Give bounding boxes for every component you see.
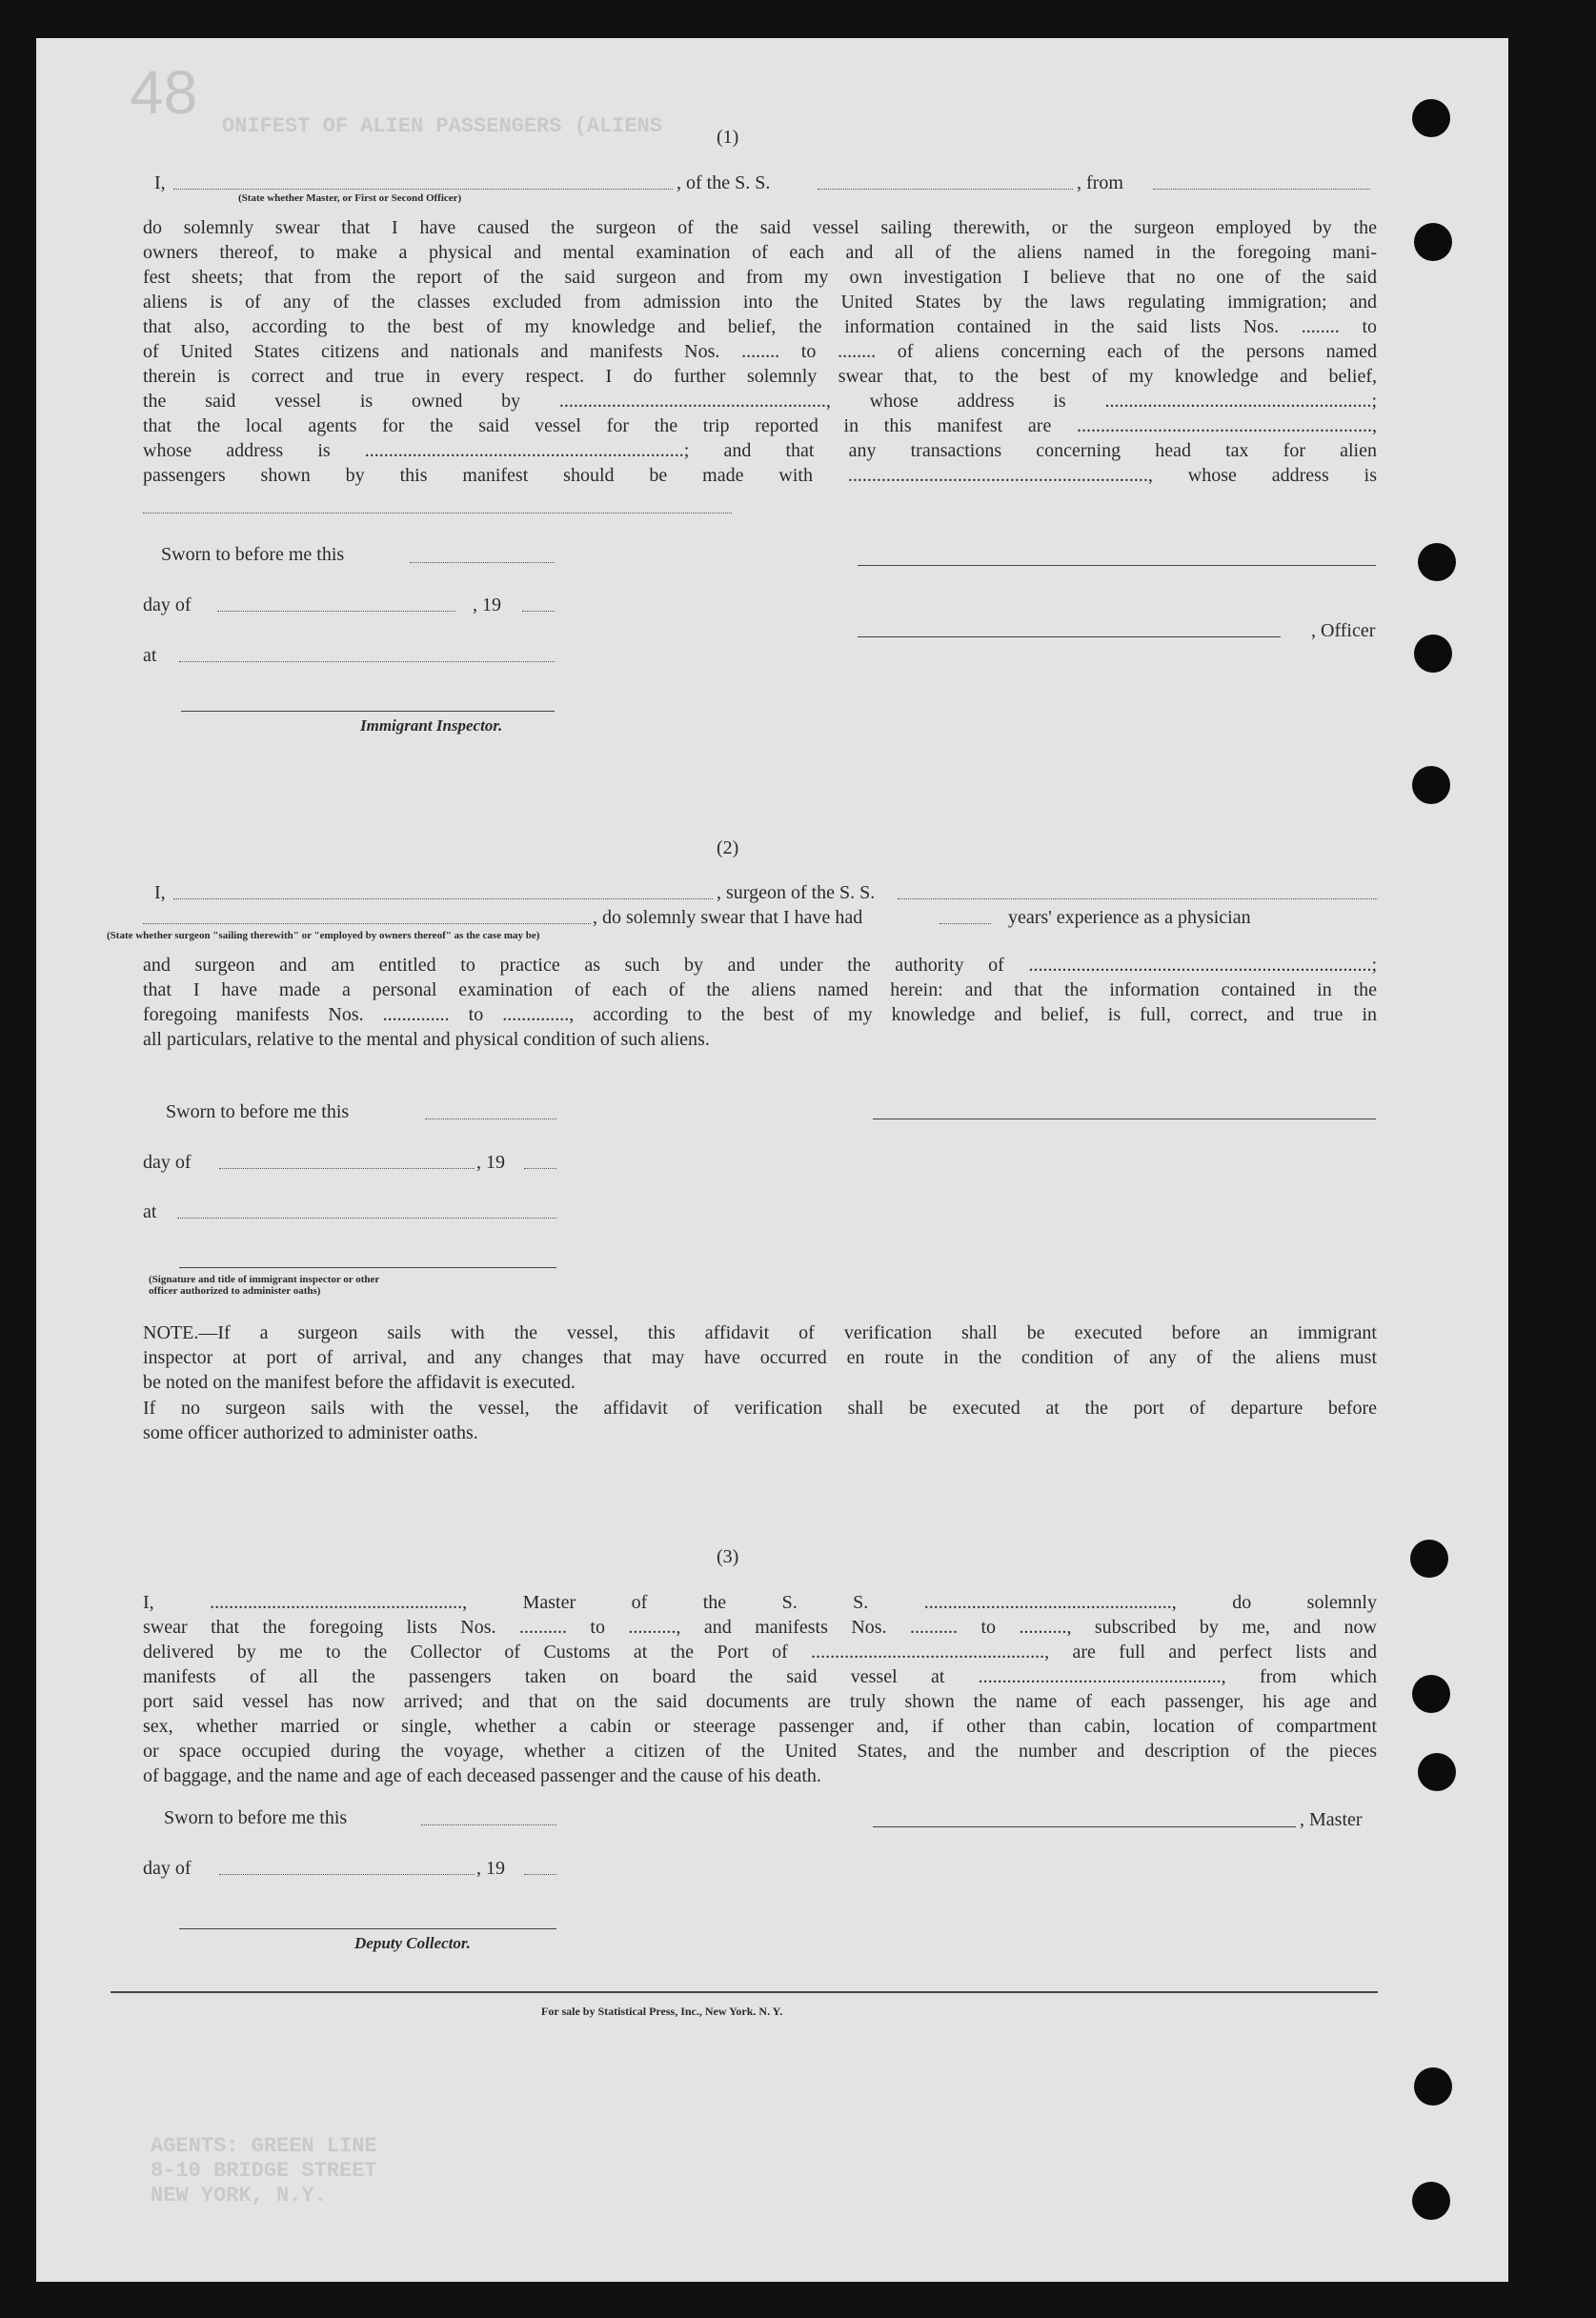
deputy-caption: Deputy Collector. bbox=[354, 1934, 471, 1952]
section2-line: and surgeon and am entitled to practice as such by and under the authority of ........................................................................; bbox=[143, 955, 1377, 976]
officer-note: (State whether Master, or First or Second Officer) bbox=[238, 192, 462, 204]
punch-hole bbox=[1414, 223, 1452, 261]
ghost-agents-line3: NEW YORK, N.Y. bbox=[151, 2184, 327, 2207]
master-label: , Master bbox=[1300, 1809, 1363, 1830]
swear-label: , do solemnly swear that I have had bbox=[593, 907, 863, 928]
section2-last-line: all particulars, relative to the mental and physical condition of such aliens. bbox=[143, 1029, 710, 1050]
sworn-date-blank[interactable] bbox=[410, 562, 555, 563]
day-of-label: day of bbox=[143, 595, 192, 615]
section1-line: do solemnly swear that I have caused the surgeon of the said vessel sailing therewith, or the surgeon employed by the bbox=[143, 217, 1377, 238]
section1-line: the said vessel is owned by ........................................................, whose address is ........................................................; bbox=[143, 391, 1377, 412]
year-blank[interactable] bbox=[524, 1874, 556, 1875]
of-ss-label: , of the S. S. bbox=[677, 172, 771, 193]
at-place-blank[interactable] bbox=[177, 1218, 556, 1219]
section1-line: owners thereof, to make a physical and mental examination of each and all of the aliens named in the foregoing mani- bbox=[143, 242, 1377, 263]
year-blank[interactable] bbox=[524, 1168, 556, 1169]
note-line: If no surgeon sails with the vessel, the affidavit of verification shall be executed at the port of departure before bbox=[143, 1398, 1377, 1419]
note-line: inspector at port of arrival, and any changes that may have occurred en route in the condition of any of the aliens must bbox=[143, 1347, 1377, 1368]
section1-line: passengers shown by this manifest should be made with ..............................................................., whose address is bbox=[143, 465, 1377, 486]
signature-note: (Signature and title of immigrant inspector or other officer authorized to administer oaths) bbox=[149, 1274, 380, 1297]
section1-line: that the local agents for the said vessel for the trip reported in this manifest are .............................................................., bbox=[143, 415, 1377, 436]
punch-hole bbox=[1412, 2182, 1450, 2220]
section2-line: foregoing manifests Nos. .............. to .............., according to the best of my knowledge and belief, is full, correct, and true in bbox=[143, 1004, 1377, 1025]
punch-hole bbox=[1418, 543, 1456, 581]
agent-address-blank[interactable] bbox=[143, 513, 732, 514]
day-of-label: day of bbox=[143, 1858, 192, 1879]
section2-line: that I have made a personal examination of each of the aliens named herein: and that the information contained in the bbox=[143, 979, 1377, 1000]
officer-label: , Officer bbox=[1311, 620, 1376, 641]
ghost-agents-line1: AGENTS: GREEN LINE bbox=[151, 2134, 377, 2158]
ghost-header: ONIFEST OF ALIEN PASSENGERS (ALIENS bbox=[222, 114, 663, 138]
inspector-signature-line[interactable] bbox=[179, 1267, 556, 1268]
punch-hole bbox=[1418, 1753, 1456, 1791]
section3-line: delivered by me to the Collector of Customs at the Port of ................................................., are full and perfect lists and bbox=[143, 1642, 1377, 1663]
surgeon-type-blank[interactable] bbox=[143, 923, 591, 924]
year-label: , 19 bbox=[473, 595, 501, 615]
section3-line: sex, whether married or single, whether a cabin or steerage passenger and, if other than cabin, location of compartment bbox=[143, 1716, 1377, 1737]
ghost-page-number: 48 bbox=[130, 58, 198, 127]
surgeon-note: (State whether surgeon "sailing therewith" or "employed by owners thereof" as the case may be) bbox=[107, 930, 540, 941]
section3-line: swear that the foregoing lists Nos. .......... to .........., and manifests Nos. .......... to .........., subscribed by me, and now bbox=[143, 1617, 1377, 1638]
punch-hole bbox=[1412, 766, 1450, 804]
ghost-agents-line2: 8-10 BRIDGE STREET bbox=[151, 2159, 377, 2183]
at-label: at bbox=[143, 645, 157, 666]
section1-line: fest sheets; that from the report of the said surgeon and from my own investigation I believe that no one of the said bbox=[143, 267, 1377, 288]
vessel-name-blank[interactable] bbox=[818, 189, 1073, 190]
surgeon-of-label: , surgeon of the S. S. bbox=[717, 882, 876, 903]
section3-last-line: of baggage, and the name and age of each deceased passenger and the cause of his death. bbox=[143, 1765, 821, 1786]
from-label: , from bbox=[1077, 172, 1123, 193]
section1-line: that also, according to the best of my knowledge and belief, the information contained in the said lists Nos. ........ to bbox=[143, 316, 1377, 337]
month-blank[interactable] bbox=[219, 1168, 475, 1169]
section1-line: whose address is ...................................................................; and that any transactions concerning head tax for alien bbox=[143, 440, 1377, 461]
signature-line[interactable] bbox=[858, 565, 1376, 566]
punch-hole bbox=[1414, 635, 1452, 673]
officer-name-blank[interactable] bbox=[173, 189, 673, 190]
years-blank[interactable] bbox=[939, 923, 991, 924]
section3-line: port said vessel has now arrived; and that on the said documents are truly shown the name of each passenger, his age and bbox=[143, 1691, 1377, 1712]
section1-line: therein is correct and true in every respect. I do further solemnly swear that, to the best of my knowledge and belief, bbox=[143, 366, 1377, 387]
section1-line: aliens is of any of the classes excluded from admission into the United States by the laws regulating immigration; and bbox=[143, 292, 1377, 312]
sworn-label: Sworn to before me this bbox=[164, 1807, 348, 1828]
month-blank[interactable] bbox=[217, 611, 455, 612]
footer-rule bbox=[111, 1991, 1378, 1993]
inspector-signature-line[interactable] bbox=[181, 711, 555, 712]
inspector-caption: Immigrant Inspector. bbox=[360, 716, 503, 735]
month-blank[interactable] bbox=[219, 1874, 475, 1875]
section1-i-label: I, bbox=[154, 172, 166, 193]
surgeon-name-blank[interactable] bbox=[173, 898, 713, 899]
sworn-label: Sworn to before me this bbox=[161, 544, 345, 565]
master-signature-line[interactable] bbox=[873, 1826, 1296, 1827]
surgeon-vessel-blank[interactable] bbox=[898, 898, 1378, 899]
officer-signature-line[interactable] bbox=[858, 636, 1281, 637]
sworn-label: Sworn to before me this bbox=[166, 1101, 350, 1122]
year-label: , 19 bbox=[476, 1858, 505, 1879]
section3-line: or space occupied during the voyage, whether a citizen of the United States, and the number and description of the pieces bbox=[143, 1741, 1377, 1762]
year-label: , 19 bbox=[476, 1152, 505, 1173]
section3-heading: (3) bbox=[717, 1546, 739, 1567]
punch-hole bbox=[1414, 2067, 1452, 2106]
year-blank[interactable] bbox=[522, 611, 555, 612]
at-label: at bbox=[143, 1201, 157, 1222]
note-line: NOTE.—If a surgeon sails with the vessel, this affidavit of verification shall be executed before an immigrant bbox=[143, 1322, 1377, 1343]
sworn-date-blank[interactable] bbox=[421, 1824, 556, 1825]
note-line: be noted on the manifest before the affidavit is executed. bbox=[143, 1372, 576, 1393]
at-place-blank[interactable] bbox=[179, 661, 555, 662]
punch-hole bbox=[1412, 99, 1450, 137]
punch-hole bbox=[1412, 1675, 1450, 1713]
section2-heading: (2) bbox=[717, 837, 739, 858]
deputy-signature-line[interactable] bbox=[179, 1928, 556, 1929]
manifest-page bbox=[36, 38, 1508, 2282]
section3-line: manifests of all the passengers taken on board the said vessel at ..................................................., from which bbox=[143, 1666, 1377, 1687]
section1-heading: (1) bbox=[717, 127, 739, 148]
punch-hole bbox=[1410, 1540, 1448, 1578]
section3-line: I, ....................................................., Master of the S. S. ...................................................., do solemnly bbox=[143, 1592, 1377, 1613]
note-line: some officer authorized to administer oaths. bbox=[143, 1422, 478, 1443]
footer-text: For sale by Statistical Press, Inc., New York. N. Y. bbox=[541, 2005, 783, 2018]
from-port-blank[interactable] bbox=[1153, 189, 1370, 190]
years-label: years' experience as a physician bbox=[1008, 907, 1251, 928]
section2-i-label: I, bbox=[154, 882, 166, 903]
section1-line: of United States citizens and nationals and manifests Nos. ........ to ........ of aliens concerning each of the persons named bbox=[143, 341, 1377, 362]
day-of-label: day of bbox=[143, 1152, 192, 1173]
